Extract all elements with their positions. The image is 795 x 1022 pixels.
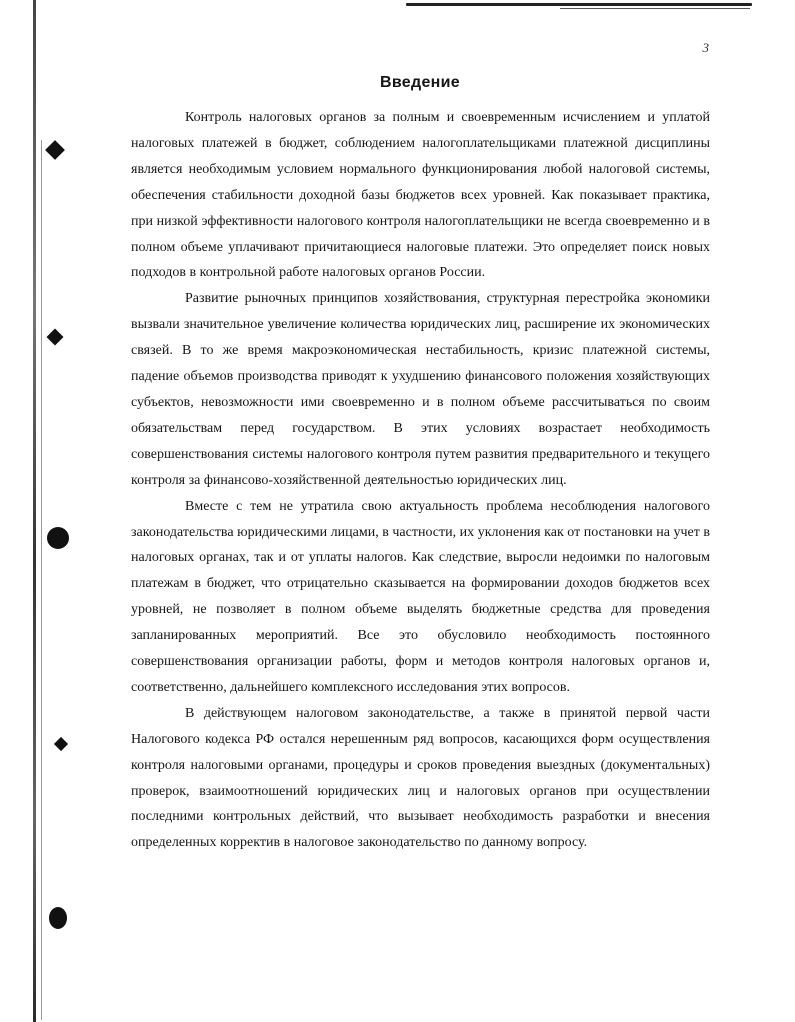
paragraph: Контроль налоговых органов за полным и своевременным исчислением и уплатой налоговых платежей в бюджет, соблюдением налогоплательщиками платежной дисциплины является необходимым условием нормального функционирования любой налоговой системы, обеспечения стабильности доходной базы бюджетов всех уровней. Как показывает практика, при низкой эффективности налогового контроля налогоплательщики не всегда своевременно и в полном объеме уплачивают причитающиеся налоговые платежи. Это определяет поиск новых подходов в контрольной работе налоговых органов России. (131, 110, 710, 281)
punch-hole-mark (49, 907, 67, 929)
scan-edge-left (33, 0, 36, 1022)
page-number: 3 (702, 40, 709, 55)
scan-edge-top-secondary (560, 8, 750, 9)
punch-hole-mark (45, 140, 65, 160)
punch-hole-mark (47, 527, 69, 549)
paragraph: Вместе с тем не утратила свою актуальность проблема несоблюдения налогового законодательства юридическими лицами, в частности, их уклонения как от постановки на учет в налоговых органах, так и от уплаты налогов. Как следствие, выросли недоимки по налоговым платежам в бюджет, что отрицательно сказывается на формировании доходов бюджетов всех уровней, не позволяет в полном объеме выделять бюджетные средства для проведения запланированных мероприятий. Все это обусловило необходимость постоянного совершенствования организации работы, форм и методов контроля налоговых органов и, соответственно, дальнейшего комплексного исследования этих вопросов. (131, 498, 710, 695)
paragraph: Развитие рыночных принципов хозяйствования, структурная перестройка экономики вызвали значительное увеличение количества юридических лиц, расширение их экономических связей. В то же время макроэкономическая нестабильность, кризис платежной системы, падение объемов производства приводят к ухудшению финансового положения хозяйствующих субъектов, невозможности ими своевременно и в полном объеме рассчитываться по своим обязательствам перед государством. В этих условиях возрастает необходимость совершенствования системы налогового контроля путем развития предварительного и текущего контроля за финансово-хозяйственной деятельностью юридических лиц. (131, 291, 710, 488)
paragraph: В действующем налоговом законодательстве, а также в принятой первой части Налогового кодекса РФ остался нерешенным ряд вопросов, касающихся форм осуществления контроля налоговыми органами, процедуры и сроков проведения выездных (документальных) проверок, взаимоотношений юридических лиц и налоговых органов при осуществлении последними контрольных действий, что вызывает необходимость разработки и внесения определенных корректив в налоговое законодательство по данному вопросу. (131, 705, 710, 851)
scan-edge-left-shadow (41, 140, 42, 1020)
punch-hole-mark (54, 737, 68, 751)
body-text (131, 105, 710, 856)
page-title: Введение (380, 74, 460, 91)
punch-hole-mark (47, 329, 64, 346)
scan-edge-top (406, 3, 752, 6)
